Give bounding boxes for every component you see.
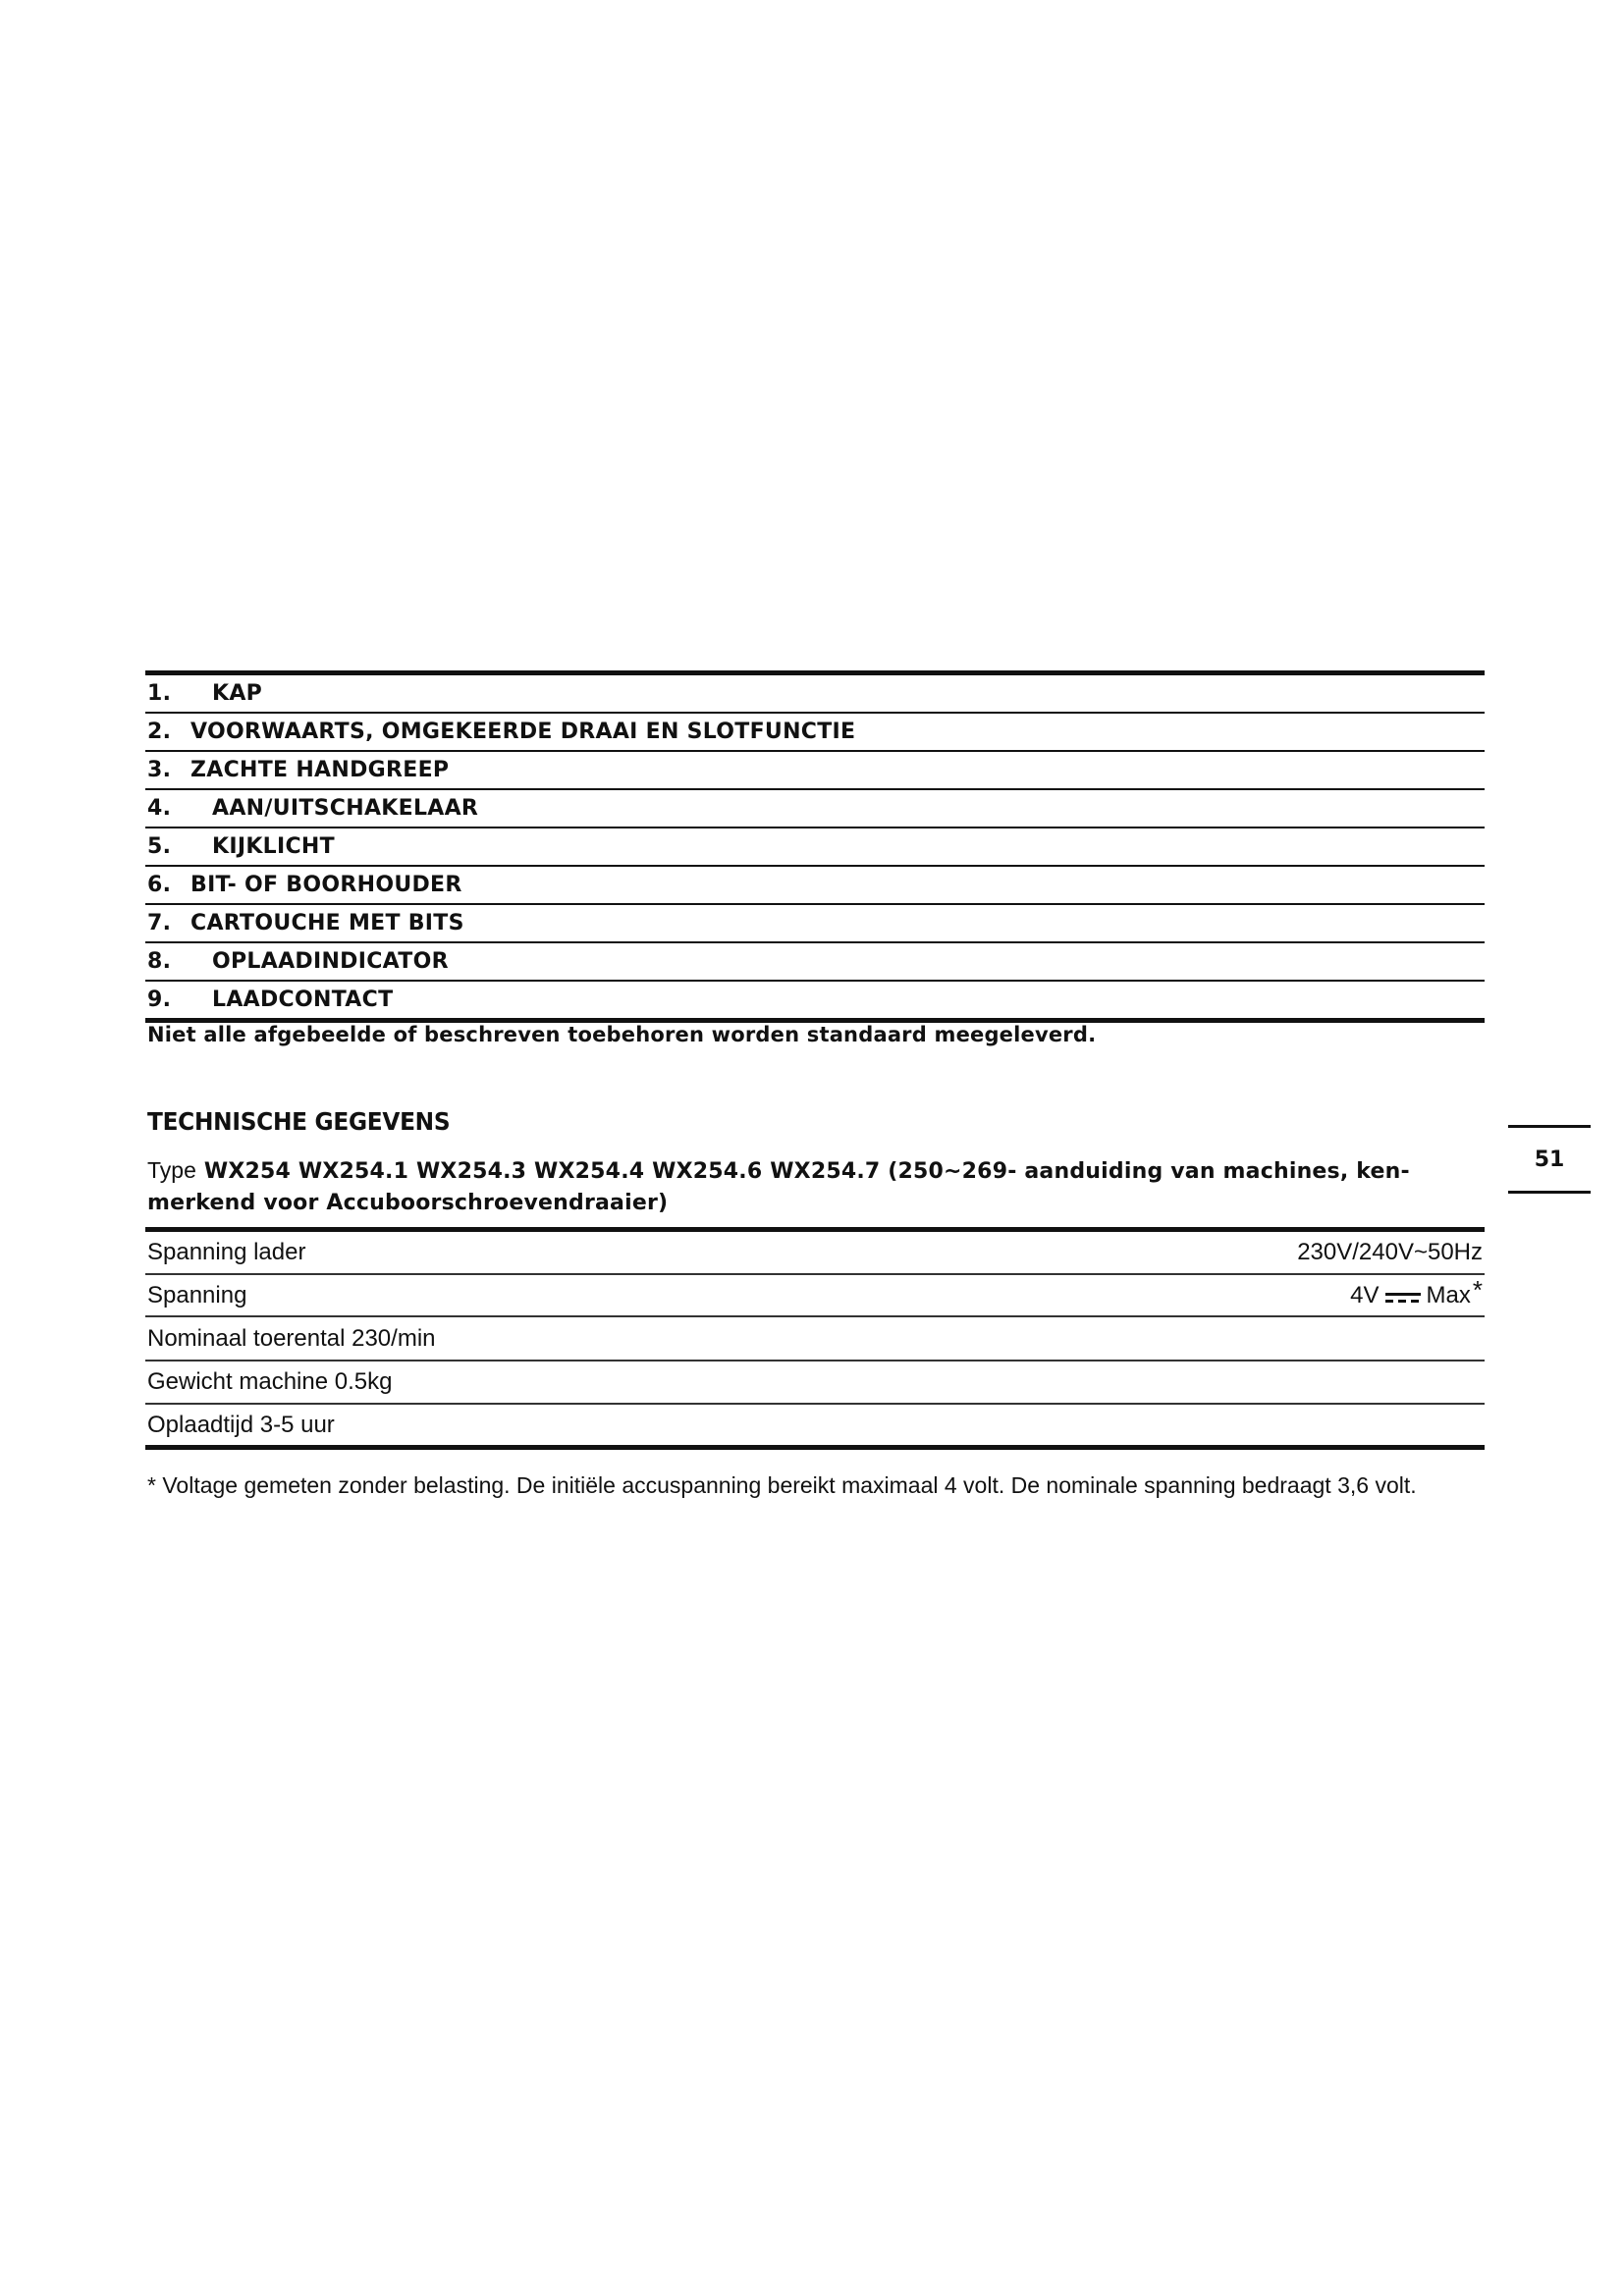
spec-label: Gewicht machine 0.5kg xyxy=(147,1368,393,1395)
part-label: CARTOUCHE MET BITS xyxy=(190,911,464,935)
voltage-footnote: * Voltage gemeten zonder belasting. De initiële accuspanning bereikt maximaal 4 volt. De nominale spanning bedraagt 3,6 volt. xyxy=(147,1472,1417,1498)
specs-table xyxy=(145,1227,1485,1450)
spec-row xyxy=(145,1275,1485,1317)
part-label: OPLAADINDICATOR xyxy=(212,949,449,974)
spec-row xyxy=(145,1362,1485,1405)
part-row-9 xyxy=(145,982,1485,1023)
spec-label: Spanning lader xyxy=(147,1239,306,1265)
part-row-6 xyxy=(145,867,1485,905)
part-label: LAADCONTACT xyxy=(212,988,394,1012)
type-label: Type xyxy=(147,1157,196,1183)
part-number: 9. xyxy=(147,988,172,1012)
spec-row xyxy=(145,1317,1485,1362)
page-number: 51 xyxy=(1508,1125,1591,1194)
part-number: 3. xyxy=(147,758,172,782)
part-label: ZACHTE HANDGREEP xyxy=(190,758,450,782)
part-number: 6. xyxy=(147,873,172,897)
part-row-7 xyxy=(145,905,1485,943)
part-label: KIJKLICHT xyxy=(212,834,335,859)
part-number: 2. xyxy=(147,720,172,744)
part-row-8 xyxy=(145,943,1485,982)
part-label: VOORWAARTS, OMGEKEERDE DRAAI EN SLOTFUNCTIE xyxy=(190,720,856,744)
type-value-continued: merkend voor Accuboorschroevendraaier) xyxy=(147,1191,669,1215)
part-row-5 xyxy=(145,828,1485,867)
spec-value: 230V/240V~50Hz xyxy=(1297,1239,1483,1265)
spec-row xyxy=(145,1232,1485,1275)
spec-row xyxy=(145,1405,1485,1445)
part-row-1 xyxy=(145,675,1485,714)
spec-label: Oplaadtijd 3-5 uur xyxy=(147,1411,335,1438)
part-number: 4. xyxy=(147,796,172,821)
part-number: 1. xyxy=(147,681,172,706)
type-line xyxy=(147,1155,1485,1218)
part-number: 5. xyxy=(147,834,172,859)
footnote-marker: * xyxy=(1472,1275,1483,1305)
spec-label: Spanning xyxy=(147,1281,247,1308)
spec-value xyxy=(1350,1275,1485,1310)
part-label: KAP xyxy=(212,681,263,706)
direct-current-icon xyxy=(1385,1290,1421,1306)
type-value: WX254 WX254.1 WX254.3 WX254.4 WX254.6 WX254.7 (250~269- aanduiding van machines, ken- xyxy=(203,1159,1410,1184)
parts-list xyxy=(145,670,1485,1023)
spec-label: Nominaal toerental 230/min xyxy=(147,1324,436,1352)
voltage-value: 4V xyxy=(1350,1281,1380,1308)
accessories-note: Niet alle afgebeelde of beschreven toebehoren worden standaard meegeleverd. xyxy=(147,1023,1097,1046)
part-row-3 xyxy=(145,752,1485,790)
part-label: BIT- OF BOORHOUDER xyxy=(190,873,462,897)
part-label: AAN/UITSCHAKELAAR xyxy=(212,796,479,821)
part-number: 8. xyxy=(147,949,172,974)
voltage-max-label: Max xyxy=(1426,1281,1471,1308)
part-row-2 xyxy=(145,714,1485,752)
part-number: 7. xyxy=(147,911,172,935)
part-row-4 xyxy=(145,790,1485,828)
section-heading: TECHNISCHE GEGEVENS xyxy=(147,1107,451,1136)
